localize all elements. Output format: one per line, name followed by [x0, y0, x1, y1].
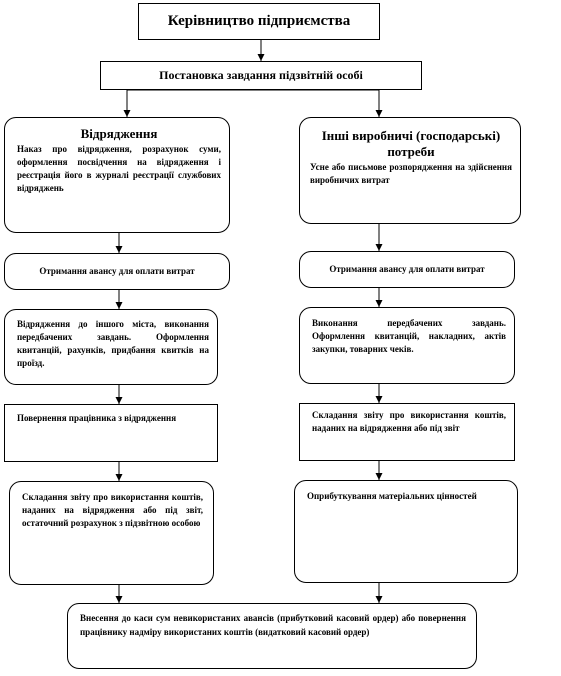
- right-report-text: Складання звіту про використання коштів, наданих на відрядження або під звіт: [312, 410, 506, 434]
- left-report-box: [9, 481, 214, 585]
- business-trip-box: [4, 117, 230, 233]
- cash-return-text: Внесення до каси сум невикористаних авансів (прибутковий касовий ордер) або повернення працівнику надміру використаних коштів (видатковий касовий ордер): [80, 613, 466, 638]
- left-return-text: Повернення працівника з відрядження: [17, 413, 177, 423]
- right-execute-text: Виконання передбачених завдань. Оформлення квитанцій, накладних, актів закупки, товарних чеків.: [312, 318, 506, 355]
- other-needs-box: [299, 117, 521, 224]
- management-title: Керівництво підприємства: [167, 13, 351, 29]
- management-box: [138, 3, 380, 40]
- right-execute-box: [299, 307, 515, 384]
- right-advance-text: Отримання авансу для оплати витрат: [329, 263, 485, 274]
- business-trip-text: Наказ про відрядження, розрахунок суми, оформлення посвідчення на відрядження і реєстрація його в журналі реєстрації службових відряджень: [17, 144, 221, 194]
- left-travel-box: [4, 309, 218, 385]
- other-needs-title: Інші виробничі (господарські) потреби: [321, 128, 501, 159]
- capitalize-box: [294, 480, 518, 583]
- business-trip-title: Відрядження: [80, 126, 158, 141]
- other-needs-text: Усне або письмове розпорядження на здійснення виробничих витрат: [310, 162, 512, 186]
- capitalize-text: Оприбуткування матеріальних цінностей: [307, 491, 477, 501]
- left-report-text: Складання звіту про використання коштів, наданих на відрядження або під звіт, остаточний розрахунок з підзвітною особою: [22, 492, 203, 529]
- left-return-box: [4, 404, 218, 462]
- task-assignment-title: Постановка завдання підзвітній особі: [159, 68, 363, 82]
- left-travel-text: Відрядження до іншого міста, виконання передбачених завдань. Оформлення квитанцій, рахунків, придбання квитків на проїзд.: [17, 319, 209, 369]
- left-advance-text: Отримання авансу для оплати витрат: [39, 265, 195, 276]
- task-assignment-box: [100, 61, 422, 90]
- right-advance-box: [299, 251, 515, 288]
- cash-return-box: [67, 603, 477, 669]
- right-report-box: [299, 403, 515, 461]
- left-advance-box: [4, 253, 230, 290]
